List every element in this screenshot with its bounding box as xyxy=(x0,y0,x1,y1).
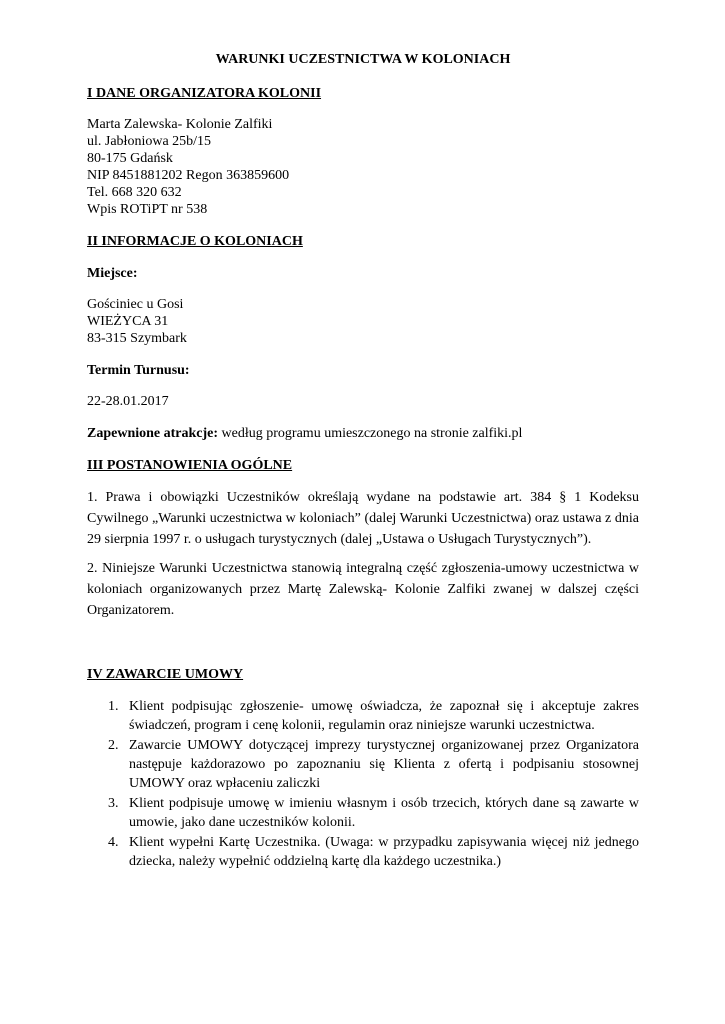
place-line: 83-315 Szymbark xyxy=(87,331,187,346)
term-label: Termin Turnusu: xyxy=(87,363,190,378)
list-item-number: 3. xyxy=(108,796,119,811)
section-1-heading: I DANE ORGANIZATORA KOLONII xyxy=(87,86,322,101)
list-item-number: 4. xyxy=(108,835,119,850)
place-line: Gościniec u Gosi xyxy=(87,297,184,312)
term-value: 22-28.01.2017 xyxy=(87,394,169,409)
place-details xyxy=(87,296,639,347)
list-item xyxy=(87,794,639,832)
place-line: WIEŻYCA 31 xyxy=(87,314,169,329)
contract-terms-list xyxy=(87,697,639,871)
organizer-details xyxy=(87,116,639,218)
document-title: WARUNKI UCZESTNICTWA W KOLONIACH xyxy=(215,52,511,67)
list-item xyxy=(87,833,639,871)
organizer-line: Tel. 668 320 632 xyxy=(87,185,182,200)
document-page xyxy=(87,50,639,872)
attractions-label: Zapewnione atrakcje: xyxy=(87,426,219,441)
organizer-line: ul. Jabłoniowa 25b/15 xyxy=(87,134,212,149)
place-label: Miejsce: xyxy=(87,266,138,281)
organizer-line: Marta Zalewska- Kolonie Zalfiki xyxy=(87,117,273,132)
section-4-heading: IV ZAWARCIE UMOWY xyxy=(87,667,244,682)
organizer-line: 80-175 Gdańsk xyxy=(87,151,173,166)
list-item-text: Klient podpisując zgłoszenie- umowę oświadcza, że zapoznał się i akceptuje zakres świadczeń, program i cenę kolonii, regulamin oraz niniejsze warunki uczestnictwa. xyxy=(129,699,639,733)
list-item-text: Klient podpisuje umowę w imieniu własnym i osób trzecich, których dane są zawarte w umowie, jako dane uczestników kolonii. xyxy=(129,796,639,830)
general-provision-2: 2. Niniejsze Warunki Uczestnictwa stanowią integralną część zgłoszenia-umowy uczestnictwa w koloniach organizowanych przez Martę Zalewską- Kolonie Zalfiki zwanej w dalszej części Organizatorem. xyxy=(87,561,639,618)
section-3-heading: III POSTANOWIENIA OGÓLNE xyxy=(87,458,293,473)
attractions-value: według programu umieszczonego na stronie zalfiki.pl xyxy=(218,426,523,441)
list-item-number: 2. xyxy=(108,738,119,753)
section-2-heading: II INFORMACJE O KOLONIACH xyxy=(87,234,303,249)
list-item xyxy=(87,697,639,735)
list-item-text: Klient wypełni Kartę Uczestnika. (Uwaga: w przypadku zapisywania więcej niż jednego dziecka, należy wypełnić oddzielną kartę dla każdego uczestnika.) xyxy=(129,835,639,869)
organizer-line: NIP 8451881202 Regon 363859600 xyxy=(87,168,290,183)
attractions xyxy=(87,424,639,444)
general-provision-1: 1. Prawa i obowiązki Uczestników określają wydane na podstawie art. 384 § 1 Kodeksu Cywilnego „Warunki uczestnictwa w koloniach” (dalej Warunki Uczestnictwa) oraz ustawa z dnia 29 sierpnia 1997 r. o usługach turystycznych (dalej „Ustawa o Usługach Turystycznych”). xyxy=(87,490,639,547)
list-item-text: Zawarcie UMOWY dotyczącej imprezy turystycznej organizowanej przez Organizatora następuje każdorazowo po zapoznaniu się Klienta z ofertą i podpisaniu stosownej UMOWY oraz wpłaceniu zaliczki xyxy=(129,738,639,791)
list-item xyxy=(87,736,639,793)
list-item-number: 1. xyxy=(108,699,119,714)
organizer-line: Wpis ROTiPT nr 538 xyxy=(87,202,208,217)
